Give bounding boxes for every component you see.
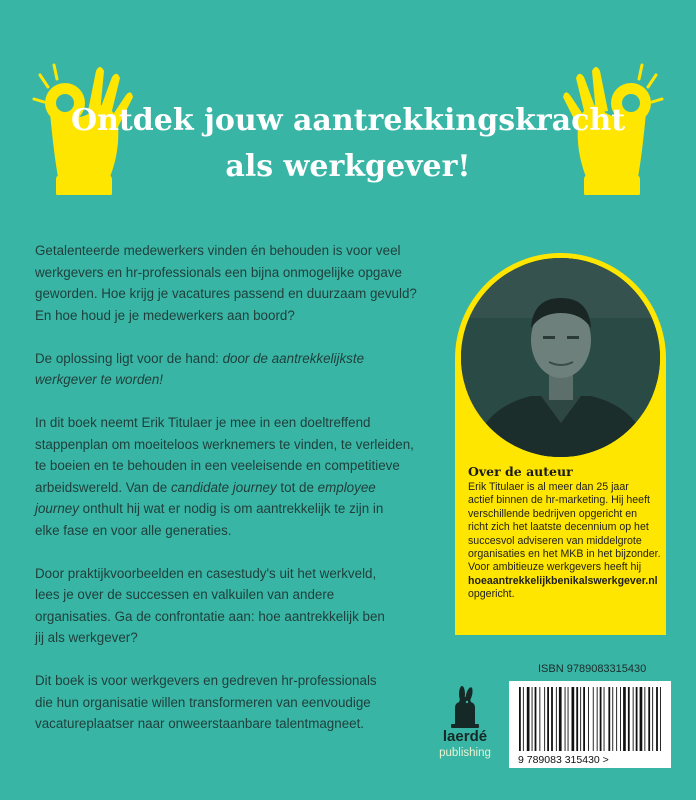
rabbit-logo-icon <box>425 686 505 728</box>
barcode-bar <box>600 687 602 751</box>
barcode-bar <box>532 687 533 751</box>
publisher-logo <box>425 686 505 770</box>
text-plain: arbeidswereld. Van de <box>35 479 171 495</box>
barcode-bar <box>556 687 557 751</box>
barcode-bar <box>576 687 578 751</box>
text-line: organisaties. Ga de confrontatie aan: hoe aantrekkelijk ben <box>35 608 385 624</box>
barcode-bar <box>519 687 521 751</box>
text-plain: De oplossing ligt voor de hand: <box>35 350 223 366</box>
barcode-bar <box>588 687 589 751</box>
barcode-bar <box>580 687 581 751</box>
bio-line: actief binnen de hr-marketing. Hij heeft <box>468 494 650 507</box>
bio-line: opgericht. <box>468 588 515 601</box>
barcode-bar <box>652 687 653 751</box>
barcode-bar <box>633 687 634 751</box>
text-emphasis: journey <box>35 501 79 516</box>
publisher-subtitle: publishing <box>439 747 491 759</box>
author-heading: Over de auteur <box>468 464 573 479</box>
barcode-bar <box>565 687 566 751</box>
text-emphasis: candidate journey <box>170 479 277 495</box>
text-line <box>35 348 425 370</box>
barcode-bar <box>628 687 630 751</box>
text-line: stappenplan om moeiteloos werknemers te vinden, te verleiden, <box>35 436 414 452</box>
blurb-paragraph-4 <box>35 563 425 649</box>
title-line-2: als werkgever! <box>225 149 471 184</box>
text-line: jij als werkgever? <box>35 630 138 645</box>
back-cover-blurb <box>35 240 425 756</box>
blurb-paragraph-3 <box>35 412 425 541</box>
text-line: Dit boek is voor werkgevers en gedreven hr-professionals <box>35 673 377 688</box>
barcode-bar <box>583 687 585 751</box>
barcode-bar <box>656 687 658 751</box>
bio-line: Voor ambitieuze werkgevers heeft hij <box>468 561 642 574</box>
text-line: vacatureplaatser naar onweerstaanbare talentmagneet. <box>35 716 365 731</box>
barcode-digits: 9 789083 315430 > <box>518 754 609 766</box>
book-title <box>0 98 696 190</box>
blurb-paragraph-5 <box>35 670 425 735</box>
publisher-name: laerdé <box>442 728 488 745</box>
author-portrait-photo <box>461 258 660 457</box>
text-plain: onthult hij wat er nodig is om aantrekkelijk te zijn in <box>78 501 384 516</box>
barcode-bar <box>623 687 626 751</box>
barcode-bar <box>547 687 549 751</box>
barcode-bar <box>604 687 605 751</box>
bio-line: succesvol adviseren van middelgrote <box>468 534 642 547</box>
text-plain: tot de <box>276 479 318 495</box>
barcode-bar <box>527 687 530 751</box>
blurb-paragraph-2 <box>35 348 425 391</box>
text-line: Getalenteerde medewerkers vinden én behouden is voor veel <box>35 243 401 258</box>
text-line: Door praktijkvoorbeelden en casestudy's uit het werkveld, <box>35 565 377 581</box>
barcode-bar <box>636 687 638 751</box>
text-emphasis: door de aantrekkelijkste <box>222 350 365 366</box>
barcode-bar <box>572 687 575 751</box>
isbn-barcode <box>509 681 671 768</box>
text-line: te boeien en te behouden in een veeleisende en competitieve <box>35 458 400 473</box>
barcode-bar <box>568 687 569 751</box>
text-emphasis: werkgever te worden! <box>35 372 164 387</box>
barcode-bar <box>660 687 661 751</box>
barcode-bar <box>597 687 598 751</box>
text-line: werkgevers en hr-professionals een bijna onmogelijke opgave <box>35 264 402 280</box>
barcode-bar <box>535 687 537 751</box>
text-line: In dit boek neemt Erik Titulaer je mee in een doeltreffend <box>35 415 371 430</box>
barcode-bar <box>640 687 643 751</box>
bio-line: Erik Titulaer is al meer dan 25 jaar <box>468 481 629 493</box>
barcode-bar <box>523 687 524 751</box>
blurb-paragraph-1 <box>35 240 425 326</box>
text-line: lees je over de successen en valkuilen van andere <box>35 587 335 602</box>
text-emphasis: employee <box>317 479 376 495</box>
text-line <box>35 369 425 391</box>
barcode-bar <box>539 687 540 751</box>
barcode-icon <box>509 681 671 768</box>
barcode-bar <box>612 687 613 751</box>
bio-line: organisaties en het MKB in het bijzonder. <box>468 548 661 561</box>
barcode-bar <box>551 687 553 751</box>
author-website: hoeaantrekkelijkbenikalswerkgever.nl <box>468 574 658 587</box>
text-line <box>35 498 425 520</box>
text-line: elke fase en voor alle generaties. <box>35 522 232 538</box>
bio-line: richt zich het laatste decennium op het <box>468 521 649 534</box>
text-line: En hoe houd je je medewerkers aan boord? <box>35 307 295 323</box>
isbn-label: ISBN 9789083315430 <box>538 663 647 675</box>
barcode-bar <box>593 687 594 751</box>
bio-line: verschillende bedrijven opgericht en <box>468 507 638 520</box>
barcode-bar <box>559 687 562 751</box>
barcode-bar <box>648 687 650 751</box>
barcode-bar <box>616 687 617 751</box>
barcode-bar <box>620 687 621 751</box>
author-bio <box>468 481 661 602</box>
text-line: geworden. Hoe krijg je vacatures passend en duurzaam gevuld? <box>35 286 417 301</box>
barcode-bar <box>608 687 610 751</box>
text-line <box>35 477 425 499</box>
text-line: die hun organisatie willen transformeren van eenvoudige <box>35 694 371 710</box>
title-line-1: Ontdek jouw aantrekkingskracht <box>70 103 626 138</box>
barcode-bar <box>544 687 545 751</box>
barcode-bar <box>644 687 645 751</box>
